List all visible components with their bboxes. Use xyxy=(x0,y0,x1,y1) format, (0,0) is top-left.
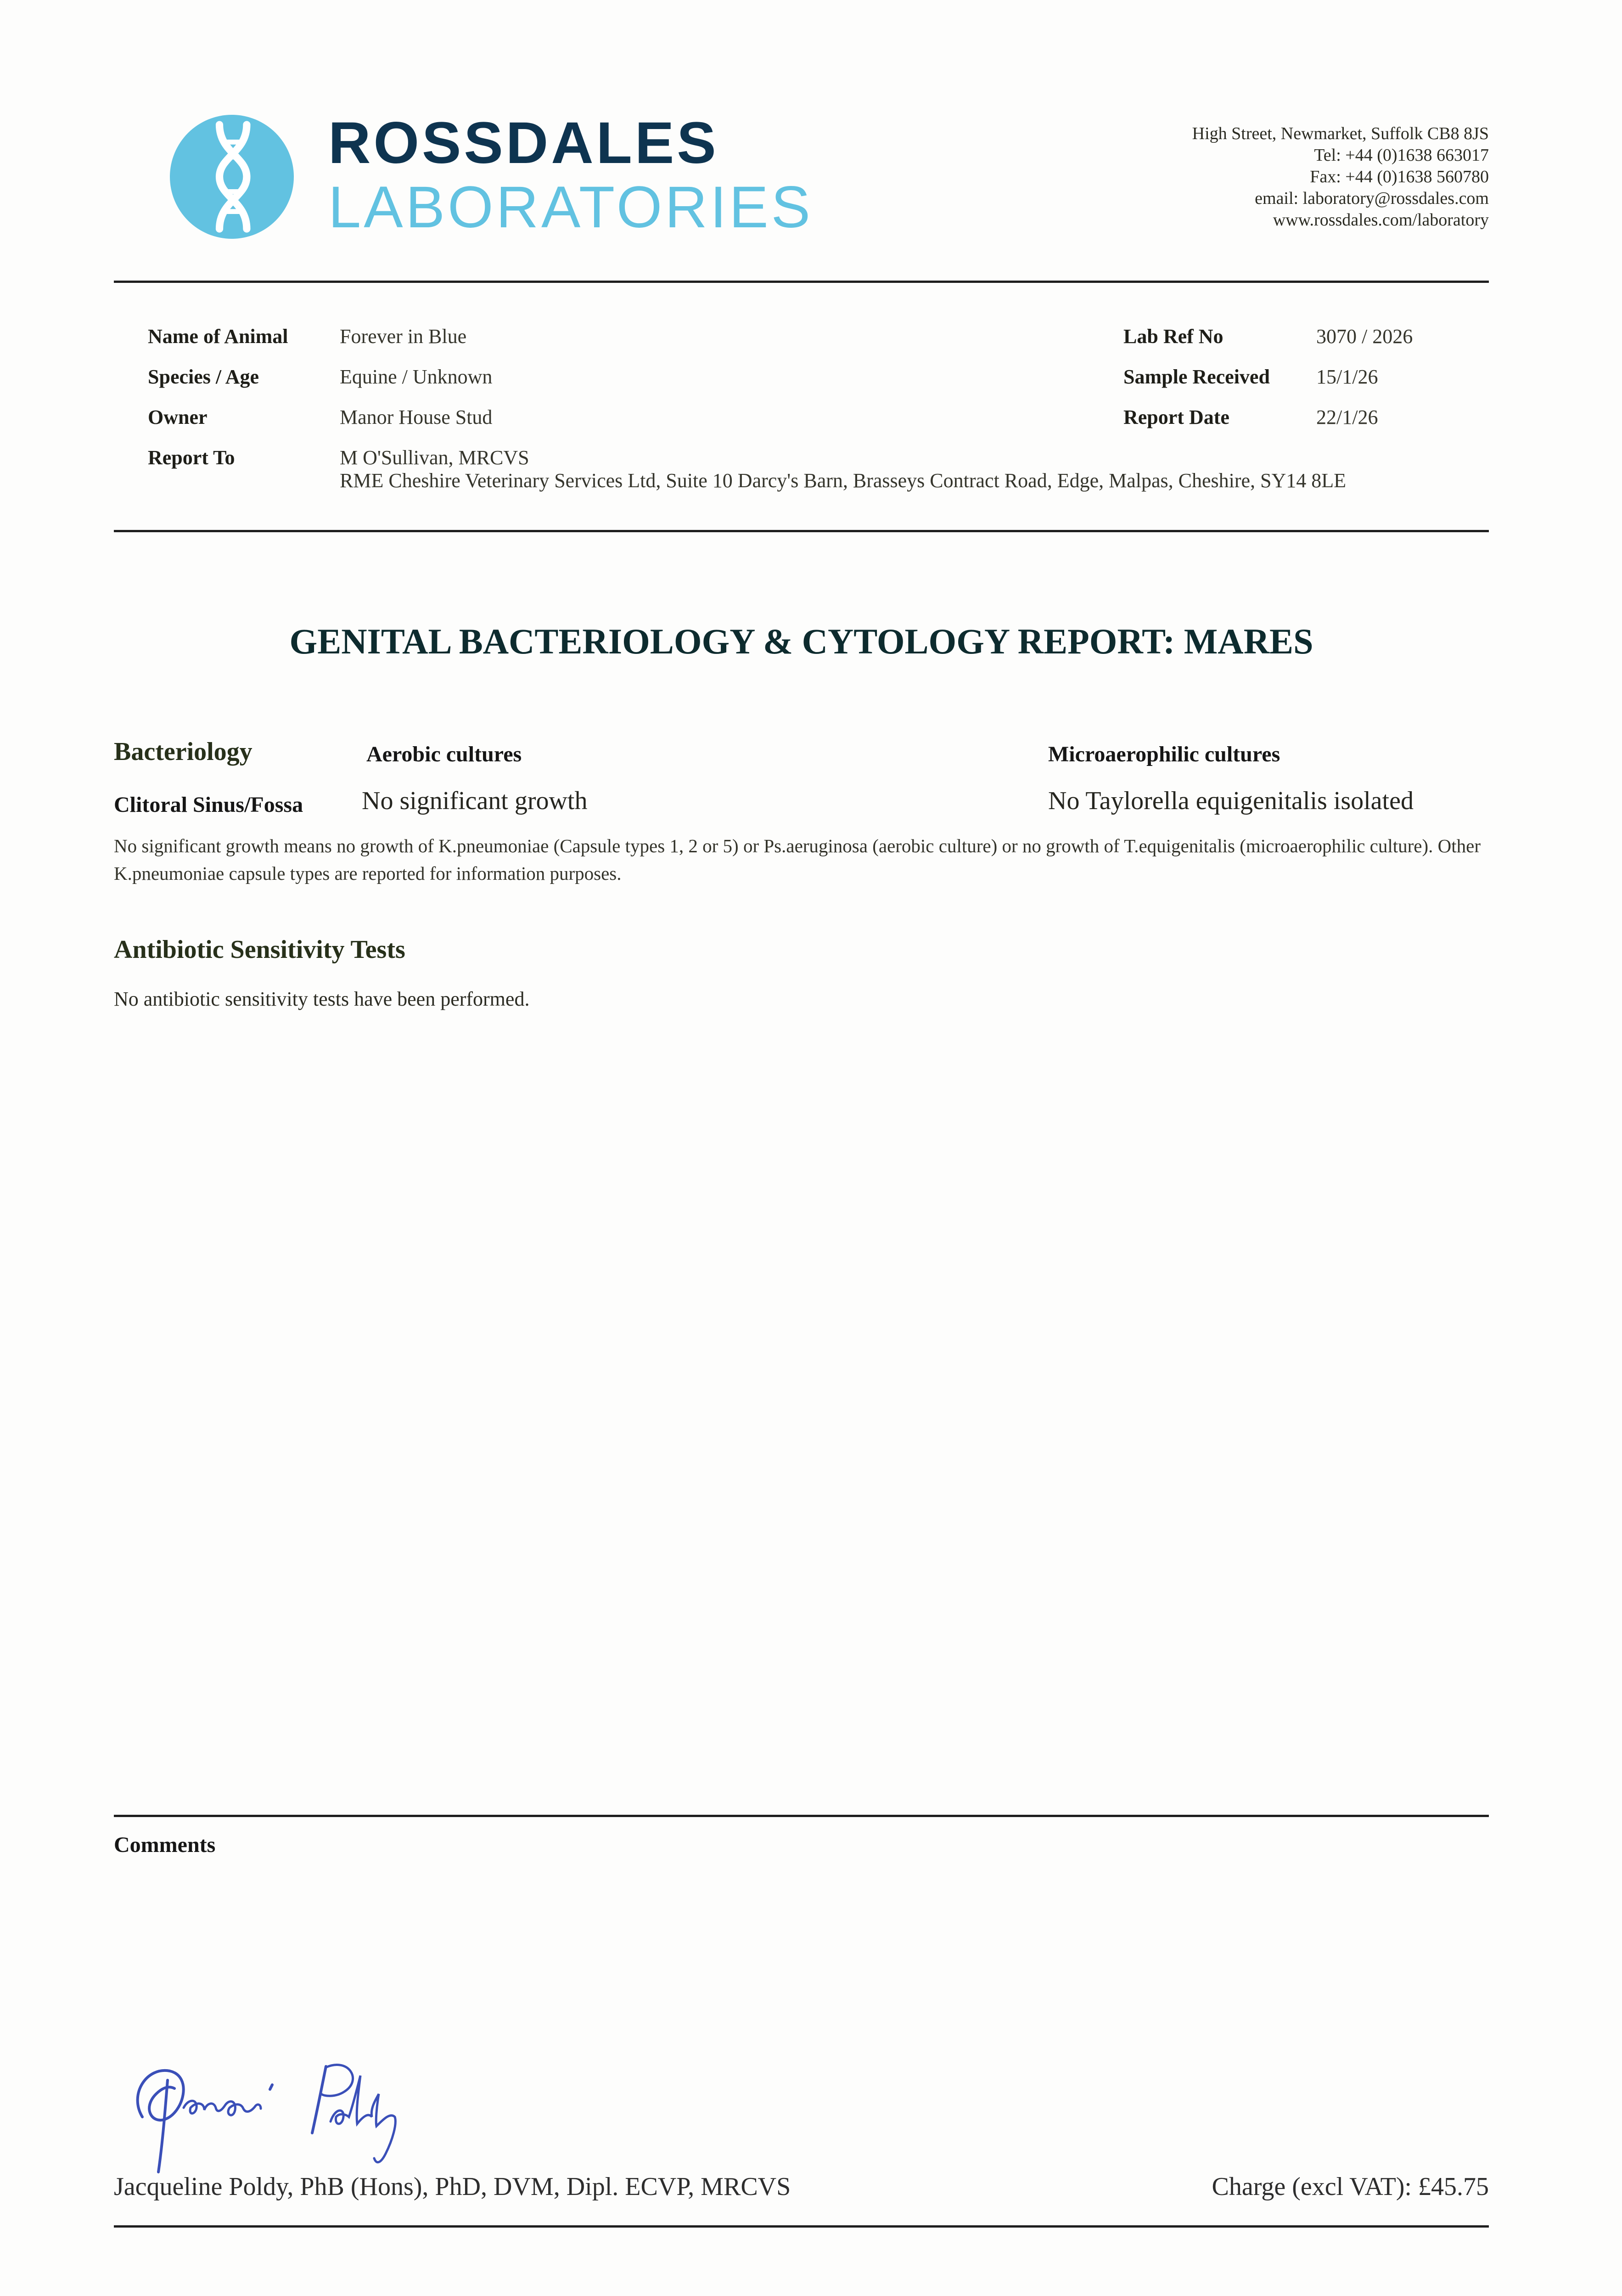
lab-ref-label: Lab Ref No xyxy=(1123,325,1224,348)
dna-helix-icon xyxy=(170,115,294,239)
species-label: Species / Age xyxy=(148,366,259,388)
aerobic-result: No significant growth xyxy=(362,787,588,815)
comments-heading: Comments xyxy=(114,1833,216,1857)
species-value: Equine / Unknown xyxy=(340,366,493,388)
antibiotic-text: No antibiotic sensitivity tests have been performed. xyxy=(114,988,530,1010)
contact-tel: Tel: +44 (0)1638 663017 xyxy=(1314,146,1489,165)
contact-block xyxy=(1192,123,1489,231)
footer-divider xyxy=(114,2225,1489,2228)
aerobic-cultures-heading: Aerobic cultures xyxy=(366,742,522,766)
contact-email[interactable]: email: laboratory@rossdales.com xyxy=(1255,189,1489,208)
microaerophilic-cultures-heading: Microaerophilic cultures xyxy=(1048,742,1280,766)
sample-site-label: Clitoral Sinus/Fossa xyxy=(114,793,303,817)
report-title: GENITAL BACTERIOLOGY & CYTOLOGY REPORT: MARES xyxy=(289,621,1313,661)
info-divider xyxy=(114,530,1489,532)
lab-ref-value: 3070 / 2026 xyxy=(1316,325,1413,348)
animal-label: Name of Animal xyxy=(148,325,288,348)
signature-image xyxy=(115,2039,445,2181)
comments-divider xyxy=(114,1815,1489,1817)
report-to-address: RME Cheshire Veterinary Services Ltd, Suite 10 Darcy's Barn, Brasseys Contract Road, Edge, Malpas, Cheshire, SY14 8LE xyxy=(340,469,1347,492)
sample-received-label: Sample Received xyxy=(1123,366,1270,388)
owner-label: Owner xyxy=(148,406,208,428)
header-divider xyxy=(114,281,1489,283)
bacteriology-note: No significant growth means no growth of K.pneumoniae (Capsule types 1, 2 or 5) or Ps.aeruginosa (aerobic culture) or no growth of T.equigenitalis (microaerophilic culture). Other K.pneumoniae capsule types are reported for information purposes. xyxy=(114,835,1481,884)
report-date-value: 22/1/26 xyxy=(1316,406,1378,428)
bacteriology-heading: Bacteriology xyxy=(114,737,253,766)
report-date-label: Report Date xyxy=(1123,406,1229,428)
microaerophilic-result: No Taylorella equigenitalis isolated xyxy=(1048,787,1414,815)
report-to-label: Report To xyxy=(148,446,235,469)
contact-website[interactable]: www.rossdales.com/laboratory xyxy=(1273,210,1489,230)
brand-name-line2: LABORATORIES xyxy=(328,174,813,240)
contact-fax: Fax: +44 (0)1638 560780 xyxy=(1310,167,1489,186)
report-to-name: M O'Sullivan, MRCVS xyxy=(340,446,529,469)
contact-address: High Street, Newmarket, Suffolk CB8 8JS xyxy=(1192,124,1489,143)
brand-name-line1: ROSSDALES xyxy=(328,110,719,176)
antibiotic-heading: Antibiotic Sensitivity Tests xyxy=(114,935,405,964)
sample-received-value: 15/1/26 xyxy=(1316,366,1378,388)
owner-value: Manor House Stud xyxy=(340,406,493,428)
charge-text: Charge (excl VAT): £45.75 xyxy=(1212,2172,1489,2201)
signatory-name: Jacqueline Poldy, PhB (Hons), PhD, DVM, Dipl. ECVP, MRCVS xyxy=(114,2172,791,2201)
animal-value: Forever in Blue xyxy=(340,325,467,348)
